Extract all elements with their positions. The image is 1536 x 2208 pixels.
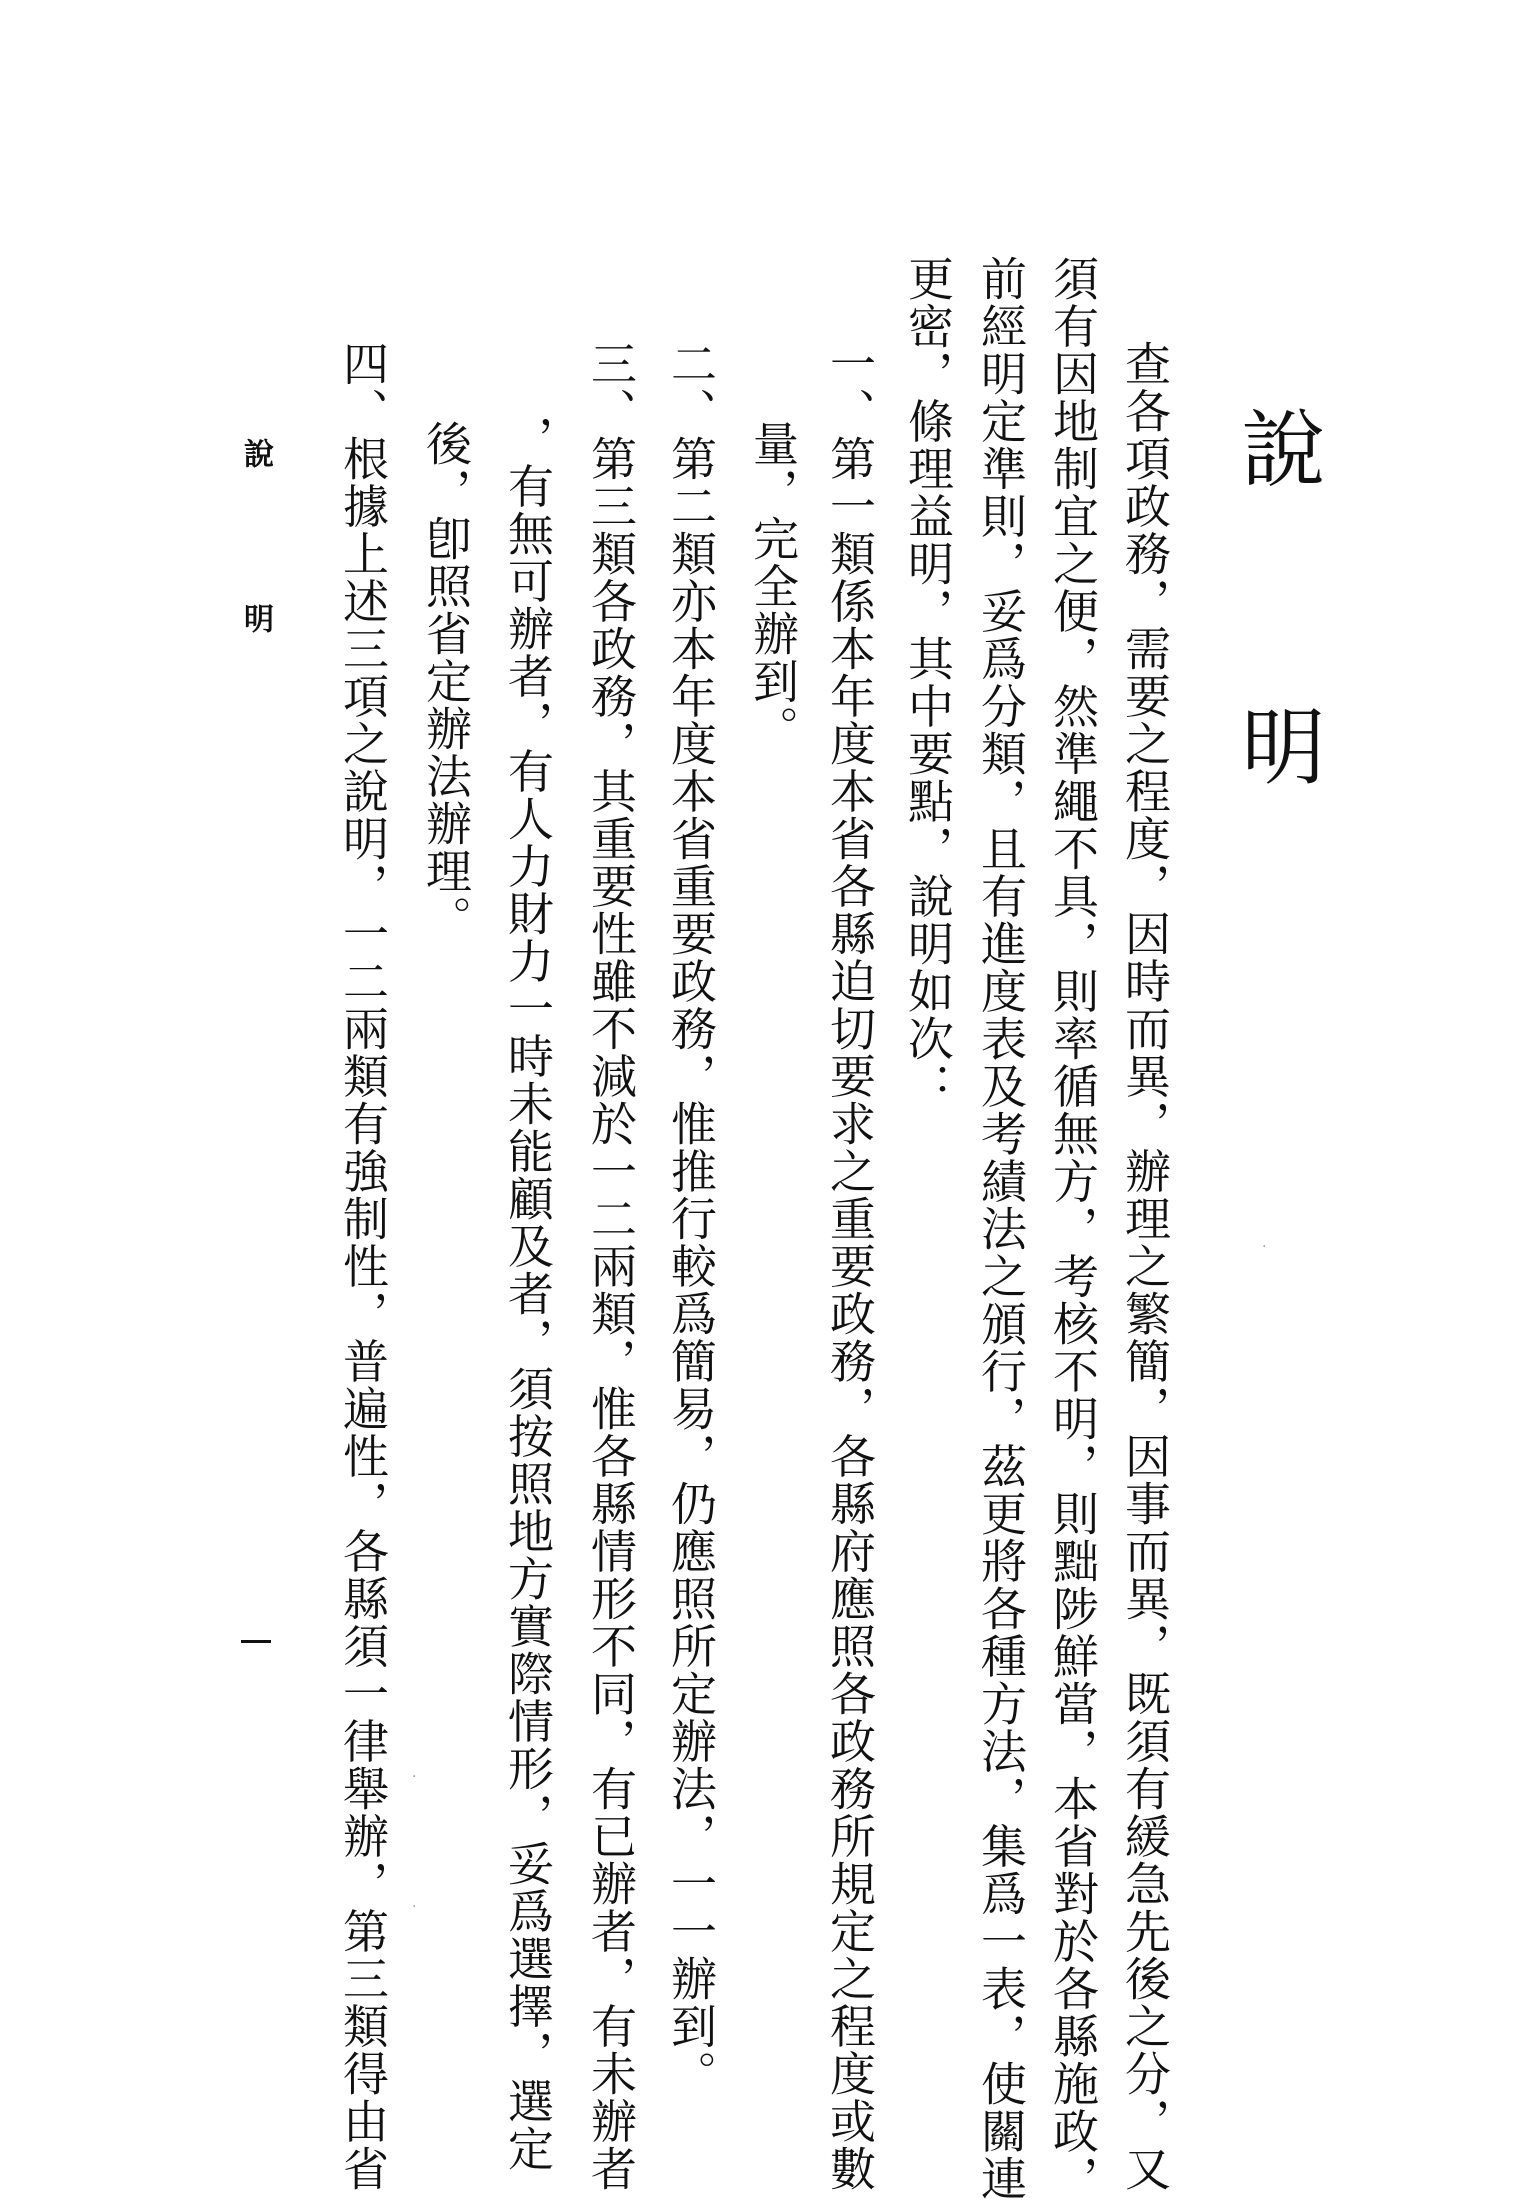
list-item-2-line: 二、第二類亦本年度本省重要政務，惟推行較爲簡易，仍應照所定辦法，一一辦到。	[664, 340, 718, 2098]
running-footer-label: 說 明	[238, 438, 273, 683]
margin-speck: ·	[412, 1899, 417, 1915]
list-item-1-line: 一、第一類係本年度本省各縣迫切要求之重要政務，各縣府應照各政務所規定之程度或數	[823, 340, 877, 2193]
page-number	[241, 1640, 271, 1643]
list-item-3-line: 三、第三類各政務，其重要性雖不減於一二兩類，惟各縣情形不同，有已辦者，有未辦者	[584, 340, 638, 2193]
list-item-3-line: 後，卽照省定辦法辦理。	[419, 420, 473, 943]
list-item-4-line: 四、根據上述三項之說明，一二兩類有強制性，普遍性，各縣須一律舉辦，第三類得由省	[336, 340, 390, 2193]
intro-line: 前經明定準則，妥爲分類，且有進度表及考績法之頒行，茲更將各種方法，集爲一表，使關連	[974, 255, 1028, 2203]
intro-line: 須有因地制宜之便，然準繩不具，則率循無方，考核不明，則黜陟鮮當，本省對於各縣施政，	[1046, 255, 1100, 2203]
margin-speck: ·	[1262, 1239, 1267, 1255]
list-item-3-line: ，有無可辦者，有人力財力一時未能顧及者，須按照地方實際情形，妥爲選擇，選定	[501, 415, 555, 2173]
margin-speck: ·	[412, 1769, 417, 1785]
intro-line: 更密，條理益明，其中要點，說明如次：	[901, 255, 955, 1110]
intro-line: 查各項政務，需要之程度，因時而異，辦理之繁簡，因事而異，既須有緩急先後之分，又	[1118, 340, 1172, 2193]
list-item-1-line: 量，完全辦到。	[746, 420, 800, 753]
page-title: 說 明	[1228, 405, 1326, 845]
